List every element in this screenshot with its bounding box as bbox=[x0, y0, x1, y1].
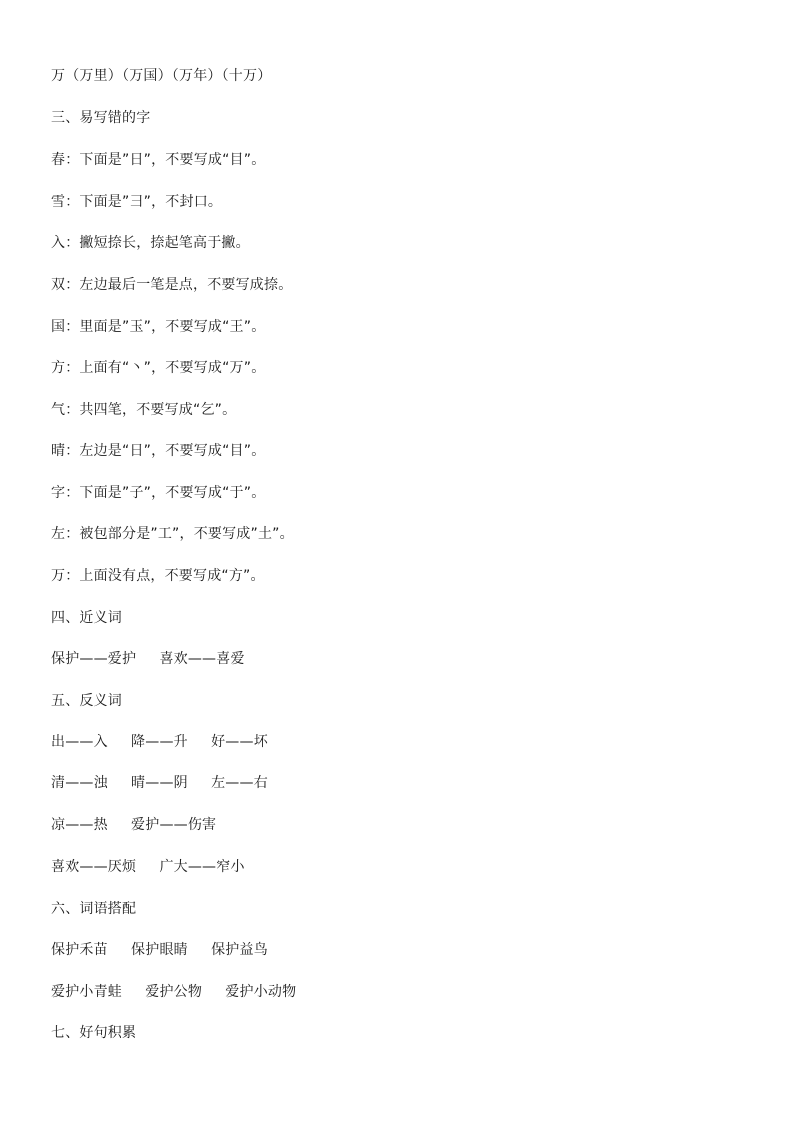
collocations-row-1: 保护禾苗 保护眼睛 保护益鸟 bbox=[51, 942, 268, 958]
character-note-ru: 入：撇短捺长，捺起笔高于撇。 bbox=[51, 235, 250, 251]
character-note-zi: 字：下面是”子”，不要写成“于”。 bbox=[51, 485, 266, 501]
character-note-qi: 气：共四笔，不要写成“乞”。 bbox=[51, 402, 237, 418]
section-heading-good-sentences: 七、好句积累 bbox=[51, 1025, 137, 1041]
antonym-pairs-row-1: 出——入 降——升 好——坏 bbox=[51, 734, 268, 750]
section-heading-error-prone-characters: 三、易写错的字 bbox=[51, 110, 151, 126]
collocations-row-2: 爱护小青蛙 爱护公物 爱护小动物 bbox=[51, 984, 297, 1000]
character-note-zuo: 左：被包部分是”工”，不要写成”土”。 bbox=[51, 526, 294, 542]
antonym-pairs-row-3: 凉——热 爱护——伤害 bbox=[51, 817, 217, 833]
section-heading-collocations: 六、词语搭配 bbox=[51, 901, 137, 917]
synonym-pairs: 保护——爱护 喜欢——喜爱 bbox=[51, 651, 245, 667]
character-note-guo: 国：里面是”玉”，不要写成“王”。 bbox=[51, 319, 266, 335]
character-note-xue: 雪：下面是”彐”，不封口。 bbox=[51, 194, 223, 210]
wan-word-list: 万（万里）（万国）（万年）（十万） bbox=[51, 68, 272, 84]
antonym-pairs-row-4: 喜欢——厌烦 广大——窄小 bbox=[51, 859, 245, 875]
antonym-pairs-row-2: 清——浊 晴——阴 左——右 bbox=[51, 775, 268, 791]
character-note-chun: 春：下面是”日”，不要写成“目”。 bbox=[51, 152, 266, 168]
section-heading-synonyms: 四、近义词 bbox=[51, 610, 122, 626]
character-note-wan: 万：上面没有点，不要写成“方”。 bbox=[51, 568, 265, 584]
section-heading-antonyms: 五、反义词 bbox=[51, 693, 122, 709]
character-note-fang: 方：上面有“丶”，不要写成“万”。 bbox=[51, 360, 266, 376]
character-note-qing: 晴：左边是“日”，不要写成“目”。 bbox=[51, 443, 266, 459]
character-note-shuang: 双：左边最后一笔是点，不要写成捺。 bbox=[51, 277, 293, 293]
